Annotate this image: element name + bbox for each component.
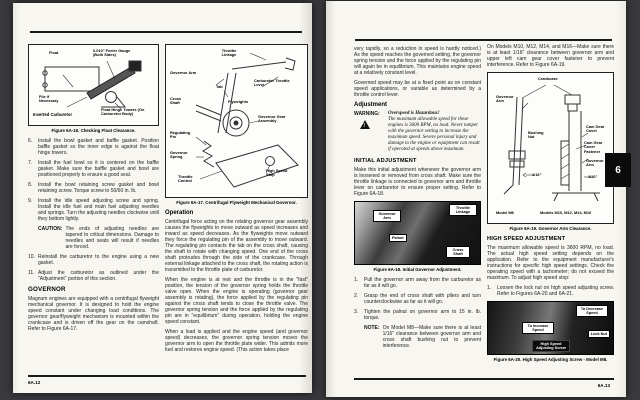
step-text: Loosen the lock nut on high speed adjusting screw. Refer to Figures 6A-20 and 6A-21. bbox=[497, 285, 614, 297]
figure-6a17 bbox=[165, 44, 308, 198]
fig16-label-inverted-carburetor: Inverted Carburetor bbox=[33, 112, 73, 117]
list-item bbox=[487, 285, 614, 297]
page-number-right: 6A.13 bbox=[597, 383, 610, 388]
caution-block bbox=[28, 226, 159, 250]
fig16-caption: Figure 6A-16. Checking Float Clearance. bbox=[51, 128, 136, 133]
step-number: 1. bbox=[354, 277, 359, 283]
list-item bbox=[28, 198, 159, 222]
header-rule bbox=[30, 31, 302, 33]
fig16-label-float: Float bbox=[49, 50, 59, 55]
caution-text: The ends of adjusting needles are tapered to critical dimensions. Damage to needles and seats will result if needles are forced. bbox=[65, 226, 159, 250]
warning-text: The maximum allowable speed for these engines is 3600 RPM, no load. Never tamper with the governor setting to increase the maximum speed. Severe personal injury and damage to the engine or equipment can result if operated at speeds above maximum. bbox=[388, 117, 480, 152]
warning-triangle-icon: ! bbox=[360, 120, 370, 129]
fig20-label-to-decrease-speed: To Decrease Speed bbox=[576, 305, 608, 317]
list-item bbox=[354, 309, 481, 321]
step-number: 2. bbox=[354, 293, 359, 299]
fig16-label-hinge-towers: Float Hinge Towers (On Carburetor Body) bbox=[101, 107, 145, 117]
step-number: 8. bbox=[28, 182, 33, 188]
initial-adjustment-heading: INITIAL ADJUSTMENT bbox=[354, 158, 417, 164]
operation-paragraph-2: When the engine is at rest and the throttle is in the "fast" position, the tension of the governor spring holds the throttle valve open. When the engine is operating (governor gear assembly is rotating), the force applied by the regulating pin against the cross shaft tends to close the throttle valve. The governor spring tension and the force applied by the regulating pin are in "equilibrium" during operation, holding the engine speed constant. bbox=[165, 277, 308, 325]
list-item bbox=[28, 254, 159, 266]
operation-paragraph-1: Centrifugal force acting on the rotating governor gear assembly causes the flyweights to move outward as speed increases and inward as speed decreases. As the flyweights move outward they force the regulating pin of the assembly to move outward. The regulating pin contacts the tab on the cross shaft, causing the shaft to rotate with changing speed. One end of the cross shaft protrudes through the side of the crankcase. Through external linkage attached to the cross shaft, the rotating action is transmitted to the throttle plate of carburetor. bbox=[165, 219, 308, 273]
fig19-label-governor-arm-right: Governor Arm bbox=[586, 158, 604, 168]
fig19-label-bushing-nut: Bushing Nut bbox=[528, 130, 544, 140]
high-speed-adjustment-heading: HIGH SPEED ADJUSTMENT bbox=[487, 236, 566, 242]
list-item bbox=[28, 270, 159, 282]
list-item bbox=[28, 182, 159, 194]
fig18-label-palnut: Palnut bbox=[389, 234, 407, 242]
figure-6a20-photo bbox=[487, 301, 614, 355]
fig19-label-gap-left: 1/16" bbox=[532, 172, 542, 177]
operation-heading: Operation bbox=[165, 210, 194, 216]
body-paragraph: very rapidly, so a reduction in speed is hardly noticed.) As the speed reaches the governed setting, the governor spring tension and the force applied by the regulating pin will again be in equilibrium. This maintains engine speed at a relatively constant level. bbox=[354, 46, 481, 76]
fig19-label-gap-right: 1/16" bbox=[588, 174, 598, 179]
fig20-label-to-increase-speed: To Increase Speed bbox=[522, 322, 554, 334]
header-rule bbox=[355, 39, 612, 41]
list-item bbox=[354, 293, 481, 305]
list-item bbox=[28, 160, 159, 178]
step-number: 10. bbox=[28, 254, 35, 260]
fig17-label-regulating-pin: Regulating Pin bbox=[170, 130, 191, 140]
step-text: Grasp the end of cross shaft with pliers and turn counterclockwise as far as it will go. bbox=[364, 293, 481, 305]
fig18-label-cross-shaft: Cross Shaft bbox=[446, 246, 470, 258]
fig17-label-governor-gear-assembly: Governor Gear Assembly bbox=[258, 114, 286, 124]
step-text: Install the idle speed adjusting screw and spring. Install the idle fuel and main fuel adjusting needles and springs. Turn the adjusting needles clockwise until they bottom lightly. bbox=[38, 198, 159, 222]
section-6-tab[interactable] bbox=[605, 153, 631, 187]
adjustment-heading: Adjustment bbox=[354, 102, 387, 108]
figure-6a19 bbox=[487, 72, 614, 224]
warning-label: WARNING: bbox=[354, 111, 380, 117]
figure-6a16 bbox=[28, 44, 159, 126]
fig19-label-cam-gear-cover: Cam Gear Cover bbox=[586, 124, 605, 134]
governor-heading: GOVERNOR bbox=[28, 286, 66, 293]
fig18-label-throttle-linkage: Throttle Linkage bbox=[449, 204, 477, 216]
note-block bbox=[354, 325, 481, 349]
step-number: 7. bbox=[28, 160, 33, 166]
initial-adjustment-paragraph: Make this initial adjustment whenever the governor arm is loosened or removed from cross shaft. Make sure the throttle linkage is connected to governor arm and throttle lever on carburetor to ensure proper setting. Refer to Figure 6A-18. bbox=[354, 167, 481, 197]
fig19-label-crankcase: Crankcase bbox=[538, 76, 558, 81]
warning-label-area bbox=[354, 111, 388, 153]
fig17-label-governor-arm: Governor Arm bbox=[170, 70, 197, 75]
fig16-label-feeler-gauge: 0.010" Feeler Gauge (Both Sides) bbox=[93, 48, 131, 58]
step-number: 11. bbox=[28, 270, 35, 276]
fig20-label-lock-nut: Lock Nut bbox=[588, 330, 610, 338]
fig17-label-carburetor-throttle-lever: Carburetor Throttle Lever bbox=[254, 78, 290, 88]
right-page-column-2 bbox=[487, 44, 614, 367]
footer-rule bbox=[28, 375, 306, 377]
fig19-label-governor-arm-left: Governor Arm bbox=[496, 94, 514, 104]
fig20-caption: Figure 6A-20. High Speed Adjusting Screw - Model M8. bbox=[493, 357, 608, 362]
fig17-caption: Figure 6A-17. Centrifugal Flyweight Mechanical Governor. bbox=[176, 200, 297, 205]
fig17-label-high-speed-stop: High Speed Stop bbox=[266, 168, 288, 178]
step-text: Install the fuel bowl so it is centered on the baffle gasket. Make sure the baffle gasket and bowl are positioned properly to ensure a good seal. bbox=[38, 160, 159, 178]
step-number: 3. bbox=[354, 309, 359, 315]
fig17-label-throttle-control: Throttle Control bbox=[178, 174, 193, 184]
step-text: Pull the governor arm away from the carburetor as far as it will go. bbox=[364, 277, 481, 289]
note-label: NOTE: bbox=[364, 325, 380, 331]
step-number: 1. bbox=[487, 285, 492, 291]
step-text: Install the bowl gasket and baffle gasket. Position baffle gasket so the inner edge is against the float hinge towers. bbox=[38, 138, 159, 156]
fig16-label-file: File if Necessary bbox=[39, 94, 59, 104]
high-speed-paragraph: The maximum allowable speed is 3600 RPM, no load. The actual high speed setting depends on the application. Refer to the equipment manufacturer's instructions for specific high speed settings. Check the operating speed with a tachometer; do not exceed the maximum. To adjust high speed stop: bbox=[487, 245, 614, 281]
warning-body bbox=[388, 111, 481, 153]
step-text: Adjust the carburetor as outlined under the "Adjustment" portion of this section. bbox=[38, 270, 159, 282]
fig17-label-tab: Tab bbox=[216, 84, 223, 89]
operation-paragraph-3: When a load is applied and the engine speed (and governor speed) decreases, the governor spring tension moves the governor arm to open the throttle plate wider. This admits more fuel and restores engine speed. (This action takes place bbox=[165, 329, 308, 353]
caution-label: CAUTION: bbox=[38, 226, 63, 232]
list-item bbox=[354, 277, 481, 289]
left-page-column-2 bbox=[165, 41, 308, 357]
warning-title: Overspeed is Hazardous! bbox=[388, 111, 440, 116]
warning-block bbox=[354, 111, 481, 153]
body-paragraph: Governed speed may be at a fixed point as on constant speed applications, or variable as determined by a throttle control lever. bbox=[354, 80, 481, 98]
fig19-label-cam-gear-cover-fastener: Cam Gear Cover Fastener bbox=[584, 140, 603, 154]
step-text: Install the bowl retaining screw gasket and bowl retaining screw. Torque screw to 50/60 in. lb. bbox=[38, 182, 159, 194]
list-item bbox=[28, 138, 159, 156]
footer-rule bbox=[354, 378, 614, 380]
note-text: On Model M8—Make sure there is at least 1/16" clearance between governor arm and cross shaft bushing nut to prevent interference. bbox=[382, 325, 481, 349]
fig19-label-models-m10-m16: Models M10, M12, M14, M16 bbox=[540, 210, 592, 215]
left-page-column-1 bbox=[28, 41, 159, 336]
fig17-label-governor-spring: Governor Spring bbox=[170, 150, 188, 160]
fig19-caption: Figure 6A-19. Governor Arm Clearance. bbox=[509, 226, 592, 231]
fig17-label-throttle-linkage: Throttle Linkage bbox=[221, 48, 237, 58]
step-text: Reinstall the carburetor to the engine using a new gasket. bbox=[38, 254, 159, 266]
right-page-column-1 bbox=[354, 46, 481, 353]
fig20-label-high-speed-adjusting-screw: High Speed Adjusting Screw bbox=[532, 340, 570, 352]
section-tab-label: 6 bbox=[615, 164, 621, 176]
step-number: 9. bbox=[28, 198, 33, 204]
fig17-label-flyweights: Flyweights bbox=[228, 99, 249, 104]
step-text: Tighten the palnut on governor arm to 15 in. lb. torque. bbox=[364, 309, 481, 321]
left-page bbox=[13, 3, 312, 393]
models-clearance-paragraph: On Models M10, M12, M14, and M16—Make sure there is at least 1/16" clearance between governor arm and upper left cam gear cover fastener to prevent interference. Refer to Figure 6A-19. bbox=[487, 44, 614, 68]
page-number-left: 6A.12 bbox=[28, 380, 41, 385]
fig18-label-governor-arm: Governor Arm bbox=[373, 210, 401, 222]
fig17-label-cross-shaft: Cross Shaft bbox=[170, 96, 182, 106]
right-page bbox=[326, 1, 626, 397]
step-number: 6. bbox=[28, 138, 33, 144]
figure-6a18-photo bbox=[354, 201, 481, 265]
governor-paragraph: Magnum engines are equipped with a centrifugal flyweight mechanical governor. It is designed to hold the engine speed constant under changing load conditions. The governor gear/flyweight mechanism is mounted within the crankcase and is driven off the gear on the camshaft. Refer to Figure 6A-17. bbox=[28, 296, 159, 332]
fig19-label-model-m8: Model M8 bbox=[496, 210, 514, 215]
fig18-caption: Figure 6A-18. Initial Governor Adjustment. bbox=[373, 267, 462, 272]
